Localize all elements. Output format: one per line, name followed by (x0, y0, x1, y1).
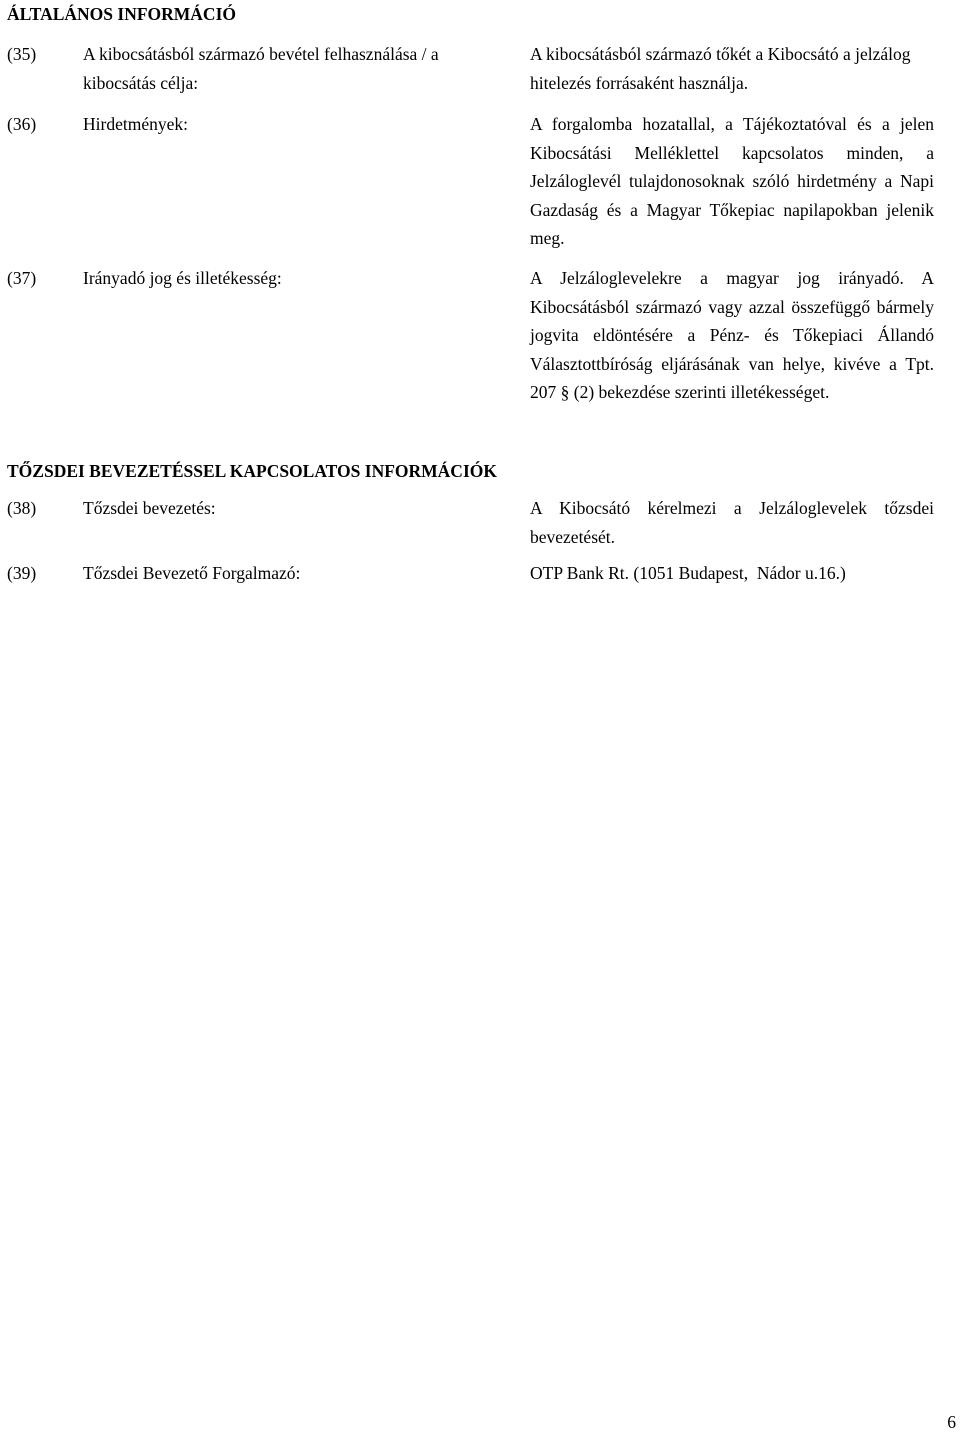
item-label: Irányadó jog és illetékesség: (83, 268, 282, 288)
item-label: Tőzsdei Bevezető Forgalmazó: (83, 563, 301, 583)
item-value: A kibocsátásból származó tőkét a Kibocsátó a jelzálog hitelezés forrásaként használja. (530, 44, 911, 93)
page-number: 6 (947, 1412, 956, 1432)
item-label: A kibocsátásból származó bevétel felhasználása / a kibocsátás célja: (83, 44, 439, 93)
section-heading-general-information: ÁLTALÁNOS INFORMÁCIÓ (7, 4, 236, 24)
item-value: A Jelzáloglevelekre a magyar jog irányadó. A Kibocsátásból származó vagy azzal összefüggő bármely jogvita eldöntésére a Pénz- és Tőkepiaci Állandó Választottbíróság eljárásának van helye, kivéve a Tpt. 207 § (2) bekezdése szerinti illetékességet. (530, 268, 934, 402)
item-value: A Kibocsátó kérelmezi a Jelzáloglevelek tőzsdei bevezetését. (530, 498, 934, 547)
item-number: (38) (7, 498, 37, 518)
item-label: Hirdetmények: (83, 114, 188, 134)
item-number: (37) (7, 268, 37, 288)
item-number: (35) (7, 44, 37, 64)
item-number: (36) (7, 114, 37, 134)
section-heading-listing-information: TŐZSDEI BEVEZETÉSSEL KAPCSOLATOS INFORMÁCIÓK (7, 461, 497, 481)
item-value: OTP Bank Rt. (1051 Budapest, Nádor u.16.) (530, 563, 846, 583)
item-label: Tőzsdei bevezetés: (83, 498, 216, 518)
item-value: A forgalomba hozatallal, a Tájékoztatóval és a jelen Kibocsátási Melléklettel kapcsolatos minden, a Jelzáloglevél tulajdonosoknak szóló hirdetmény a Napi Gazdaság és a Magyar Tőkepiac napilapokban jelenik meg. (530, 114, 934, 248)
item-number: (39) (7, 563, 37, 583)
